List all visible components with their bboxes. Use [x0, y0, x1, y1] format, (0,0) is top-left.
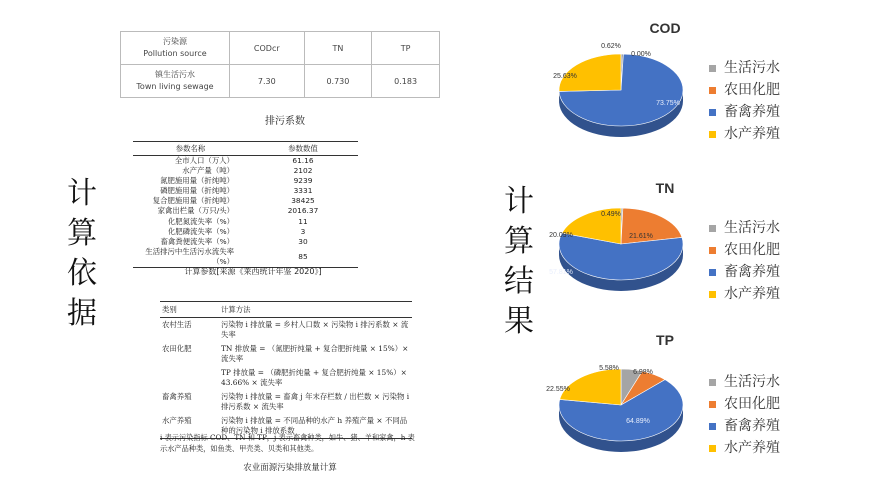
parameter-name: 水产产量（吨） [182, 166, 234, 176]
header-tp: TP [372, 32, 440, 65]
legend-item [709, 79, 780, 101]
header-source-en: Pollution source [143, 49, 207, 58]
legend-label: 农田化肥 [724, 242, 780, 258]
parameter-value: 3 [300, 226, 306, 236]
legend-item [709, 239, 780, 261]
legend-item [709, 101, 780, 123]
pie-chart-tn [549, 180, 683, 291]
formula-note: i 表示污染指标 COD、TN 和 TP，j 表示畜禽种类，如牛、猪、羊和家禽，h 表示水产品种类，如鱼类、甲壳类、贝类和其他类。 [160, 433, 415, 453]
header-method: 计算方法 [219, 302, 412, 318]
parameter-name: 氮肥施用量（折纯吨） [160, 176, 234, 186]
method-category [160, 366, 219, 390]
method-formula: 污染物 i 排放量 = 畜禽 j 年末存栏数 / 出栏数 × 污染物 i 排污系数 × 流失率 [221, 392, 410, 411]
legend-item [709, 415, 780, 437]
legend-item [709, 57, 780, 79]
legend-swatch [709, 401, 716, 408]
title-char: 计 [67, 176, 97, 211]
method-category: 水产养殖 [160, 414, 219, 439]
method-category: 畜禽养殖 [162, 392, 192, 401]
parameter-row [133, 176, 358, 186]
parameter-value: 30 [298, 236, 308, 246]
data-label: 57.81% [549, 269, 573, 276]
parameter-row [133, 217, 358, 227]
parameter-table [133, 141, 358, 268]
legend-swatch [709, 131, 716, 138]
emission-coefficient-table [120, 31, 440, 98]
parameter-row [133, 166, 358, 176]
legend-label: 水产养殖 [724, 126, 780, 142]
data-label: 5.58% [599, 365, 619, 372]
cell-codcr-value: 7.30 [230, 65, 305, 98]
parameter-value: 38425 [291, 196, 315, 206]
parameter-name: 全市人口（万人） [174, 156, 234, 165]
legend-label: 生活污水 [724, 220, 780, 236]
cell-town-sewage [121, 65, 230, 98]
legend-swatch [709, 445, 716, 452]
parameter-value: 85 [248, 247, 358, 268]
legend-label: 水产养殖 [724, 440, 780, 456]
legend-swatch [709, 65, 716, 72]
data-label: 6.98% [633, 369, 653, 376]
parameter-row [133, 247, 358, 268]
pie-chart-tp [546, 332, 683, 452]
legend-swatch [709, 87, 716, 94]
legend-swatch [709, 109, 716, 116]
parameter-name: 磷肥施用量（折纯吨） [160, 186, 234, 196]
header-source-cn: 污染源 [163, 37, 187, 46]
header-pollution-source [121, 32, 230, 65]
legend-item [709, 123, 780, 145]
caption-emission-calculation: 农业面源污染排放量计算 [243, 463, 337, 473]
pie-chart-cod [553, 20, 683, 137]
legend-item [709, 371, 780, 393]
legend-swatch [709, 291, 716, 298]
parameter-value: 61.16 [292, 156, 314, 165]
title-char: 据 [67, 296, 97, 331]
method-category: 农田化肥 [162, 344, 192, 353]
method-formula: TP 排放量 = （磷肥折纯量 + 复合肥折纯量 × 15%）× 43.66% × 流失率 [221, 368, 407, 387]
cell-tn-value: 0.730 [304, 65, 372, 98]
legend-swatch [709, 269, 716, 276]
parameter-name: 化肥氮流失率（%） [167, 216, 234, 226]
parameter-name: 家禽出栏量（万只/头） [157, 206, 234, 216]
legend-label: 农田化肥 [724, 82, 780, 98]
title-char: 算 [504, 224, 534, 259]
parameter-value: 2016.37 [287, 206, 319, 216]
title-char: 结 [504, 264, 534, 299]
legend-cod [709, 57, 780, 145]
legend-label: 生活污水 [724, 60, 780, 76]
legend-label: 生活污水 [724, 374, 780, 390]
header-parameter-name: 参数名称 [133, 142, 248, 156]
data-label: 25.63% [553, 73, 577, 80]
title-char: 计 [504, 184, 534, 219]
legend-swatch [709, 423, 716, 430]
legend-label: 畜禽养殖 [724, 264, 780, 280]
data-label: 22.55% [546, 386, 570, 393]
title-char: 依 [67, 256, 97, 291]
parameter-row [133, 196, 358, 206]
parameter-value: 11 [298, 216, 308, 226]
method-row [160, 318, 412, 343]
method-formula: 污染物 i 排放量 = 不同品种的水产 h 养殖产量 × 不同品种的污染物 i 排放系数 [219, 414, 412, 439]
parameter-name: 生活排污中生活污水流失率（%） [133, 247, 248, 268]
chart-title: TN [655, 180, 675, 196]
data-label: 0.49% [601, 211, 621, 218]
caption-emission-coefficient: 排污系数 [265, 116, 305, 127]
method-formula: TN 排放量 = （氮肥折纯量 + 复合肥折纯量 × 15%）× 流失率 [221, 344, 409, 363]
parameter-row [133, 206, 358, 216]
data-label: 21.61% [629, 233, 653, 240]
header-parameter-value: 参数数值 [248, 142, 358, 156]
row-source-cn: 镇生活污水 [155, 70, 195, 79]
parameter-name: 复合肥施用量（折纯吨） [152, 196, 234, 206]
title-char: 果 [504, 304, 534, 339]
cell-tp-value: 0.183 [372, 65, 440, 98]
legend-swatch [709, 247, 716, 254]
legend-item [709, 283, 780, 305]
legend-tp [709, 371, 780, 459]
parameter-name: 化肥磷流失率（%） [167, 226, 234, 236]
row-source-en: Town living sewage [136, 82, 214, 91]
chart-title: TP [656, 332, 674, 348]
header-codcr: CODcr [230, 32, 305, 65]
title-char: 算 [67, 216, 97, 251]
legend-swatch [709, 225, 716, 232]
header-category: 类别 [160, 302, 219, 318]
legend-label: 畜禽养殖 [724, 418, 780, 434]
parameter-value: 9239 [293, 176, 313, 186]
calculation-method-table [160, 301, 412, 439]
legend-item [709, 261, 780, 283]
parameter-value: 2102 [293, 166, 313, 176]
method-row [160, 366, 412, 390]
data-label: 73.75% [656, 100, 680, 107]
data-label: 20.09% [549, 232, 573, 239]
legend-item [709, 217, 780, 239]
parameter-value: 3331 [293, 186, 313, 196]
data-label: 0.62% [601, 43, 621, 50]
legend-label: 畜禽养殖 [724, 104, 780, 120]
method-row [160, 342, 412, 366]
legend-tn [709, 217, 780, 305]
legend-label: 水产养殖 [724, 286, 780, 302]
parameter-row [133, 237, 358, 247]
left-vertical-title [62, 174, 102, 334]
legend-item [709, 393, 780, 415]
data-label: 0.00% [631, 51, 651, 58]
data-label: 64.89% [626, 418, 650, 425]
pie-charts [530, 0, 870, 490]
parameter-row [133, 227, 358, 237]
chart-title: COD [649, 20, 681, 36]
legend-item [709, 437, 780, 459]
method-category: 农村生活 [162, 320, 192, 329]
legend-label: 农田化肥 [724, 396, 780, 412]
parameter-row [133, 156, 358, 167]
method-row [160, 390, 412, 414]
parameter-name: 畜禽粪便流失率（%） [160, 236, 234, 246]
method-formula: 污染物 i 排放量 = 乡村人口数 × 污染物 i 排污系数 × 流失率 [221, 320, 409, 339]
caption-parameters: 计算参数[来源《莱西统计年鉴 2020》] [184, 267, 322, 276]
parameter-row [133, 186, 358, 196]
legend-swatch [709, 379, 716, 386]
header-tn: TN [304, 32, 372, 65]
